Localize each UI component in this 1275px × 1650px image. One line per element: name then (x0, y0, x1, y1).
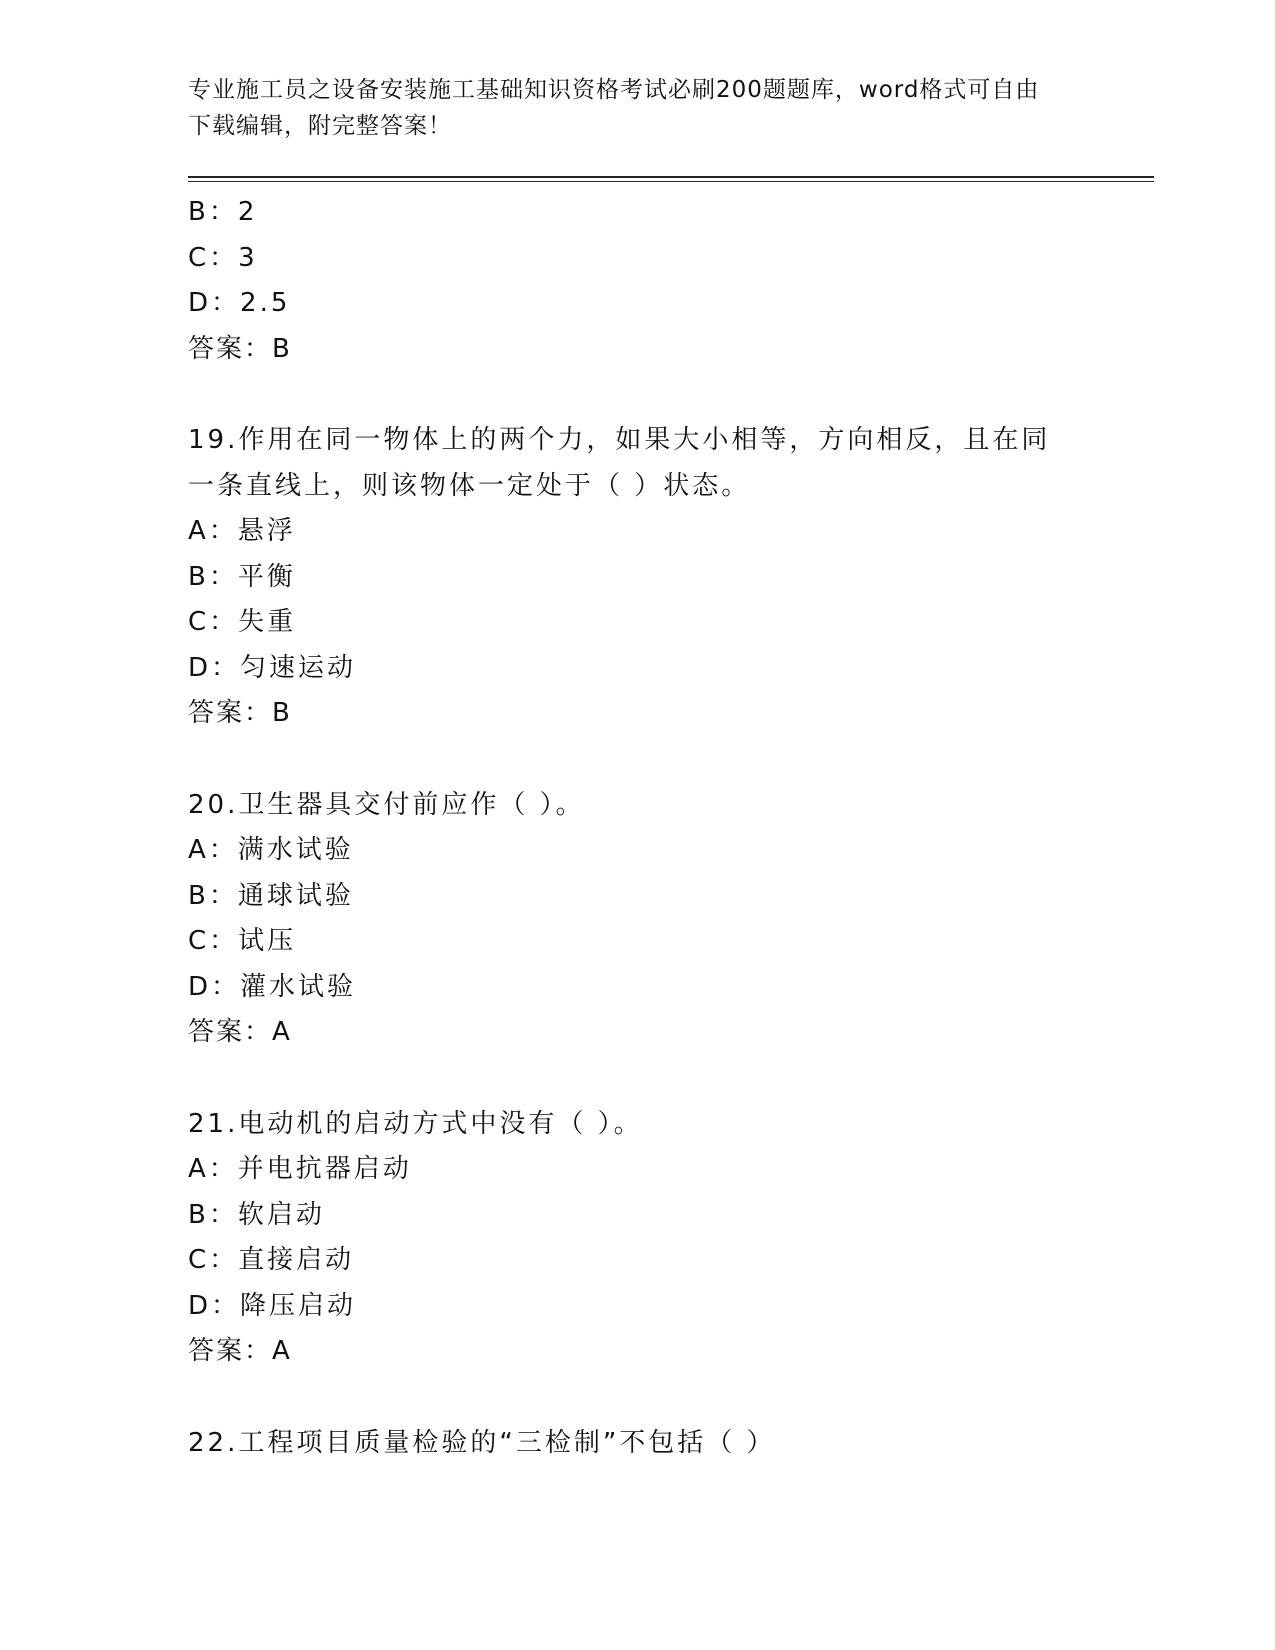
option-d: D：匀速运动 (188, 652, 357, 683)
question-18-continued (188, 190, 1088, 372)
option-b: B：平衡 (188, 561, 296, 592)
option-b: B：通球试验 (188, 880, 354, 911)
question-text: 21.电动机的启动方式中没有（ ）。 (188, 1108, 643, 1139)
option-c: C：直接启动 (188, 1245, 355, 1275)
header-rule-thin (188, 181, 1154, 182)
option-a: A：并电抗器启动 (188, 1154, 412, 1184)
header-line-1: 专业施工员之设备安装施工基础知识资格考试必刷200题题库，word格式可自由 (188, 77, 1040, 103)
option-c: C：3 (188, 242, 258, 273)
option-a: A：满水试验 (188, 835, 354, 865)
question-19 (188, 418, 1088, 737)
answer: 答案：B (188, 698, 292, 728)
option-b: B：软启动 (188, 1199, 325, 1230)
option-c: C：失重 (188, 607, 297, 637)
question-text: 20.卫生器具交付前应作（ ）。 (188, 789, 585, 820)
option-c: C：试压 (188, 926, 297, 956)
option-d: D：2.5 (188, 288, 291, 318)
question-text: 22.工程项目质量检验的“三检制”不包括（ ） (188, 1427, 776, 1458)
question-22 (188, 1421, 1088, 1467)
answer: 答案：B (188, 333, 292, 364)
header-line-2: 下载编辑，附完整答案！ (188, 113, 452, 139)
option-d: D：降压启动 (188, 1290, 357, 1321)
question-21 (188, 1102, 1088, 1375)
header-rule-thick (188, 176, 1154, 178)
document-body (188, 190, 1088, 1466)
document-header (188, 72, 1088, 144)
answer: 答案：A (188, 1336, 292, 1366)
option-d: D：灌水试验 (188, 971, 357, 1002)
option-a: A：悬浮 (188, 516, 296, 546)
answer: 答案：A (188, 1017, 292, 1047)
option-b: B：2 (188, 197, 258, 227)
question-20 (188, 783, 1088, 1056)
question-text: 19.作用在同一物体上的两个力，如果大小相等，方向相反，且在同一条直线上，则该物体一定处于（ ）状态。 (188, 425, 1051, 501)
